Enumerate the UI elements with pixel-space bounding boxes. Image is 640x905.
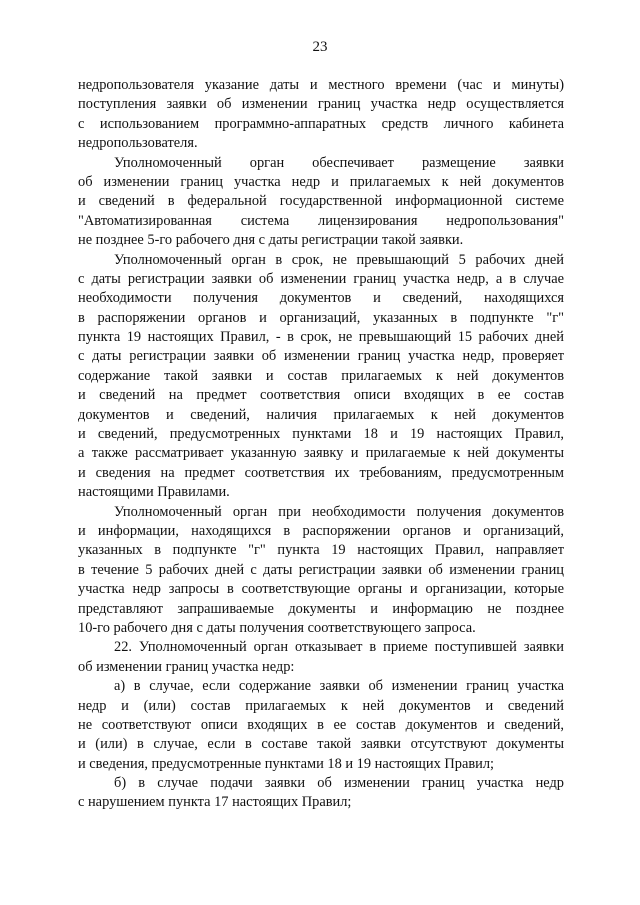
text-line: недр и (или) состав прилагаемых к ней документов и сведений bbox=[78, 697, 564, 714]
page-number: 23 bbox=[312, 39, 328, 55]
text-line: и сведений на предмет соответствия описи входящих в ее состав bbox=[78, 387, 564, 404]
text-line: 22. Уполномоченный орган отказывает в приеме поступившей заявки bbox=[114, 639, 564, 656]
text-line: пункта 19 настоящих Правил, - в срок, не превышающий 15 рабочих дней bbox=[78, 329, 564, 346]
text-line: недропользователя. bbox=[78, 135, 198, 152]
text-line: Уполномоченный орган обеспечивает размещение заявки bbox=[114, 154, 564, 171]
text-line: в течение 5 рабочих дней с даты регистрации заявки об изменении границ bbox=[78, 561, 564, 578]
text-line: настоящими Правилами. bbox=[78, 484, 230, 501]
text-line: Уполномоченный орган при необходимости получения документов bbox=[114, 503, 564, 520]
text-line: в распоряжении органов и организаций, указанных в подпункте "г" bbox=[78, 309, 564, 326]
text-line: содержание такой заявки и состав прилагаемых к ней документов bbox=[78, 367, 564, 384]
document-body bbox=[78, 76, 564, 813]
text-line: а) в случае, если содержание заявки об изменении границ участка bbox=[114, 678, 564, 695]
text-line: не соответствуют описи входящих в ее состав документов и сведений, bbox=[78, 716, 564, 733]
paragraph bbox=[78, 774, 564, 813]
paragraph bbox=[78, 251, 564, 503]
text-line: и сведения, предусмотренные пунктами 18 и 19 настоящих Правил; bbox=[78, 755, 495, 772]
text-line: представляют запрашиваемые документы и информацию не позднее bbox=[78, 600, 564, 617]
text-line: необходимости получения документов и сведений, находящихся bbox=[78, 290, 564, 307]
text-line: участка недр запросы в соответствующие органы и организации, которые bbox=[78, 581, 564, 598]
paragraph bbox=[78, 638, 564, 677]
text-line: об изменении границ участка недр и прилагаемых к ней документов bbox=[78, 173, 564, 190]
text-line: б) в случае подачи заявки об изменении границ участка недр bbox=[114, 775, 564, 792]
paragraph bbox=[78, 503, 564, 639]
text-line: и сведений, предусмотренных пунктами 18 и 19 настоящих Правил, bbox=[78, 426, 564, 443]
text-line: документов и сведений, наличия прилагаемых к ней документов bbox=[78, 406, 564, 423]
text-line: 10-го рабочего дня с даты получения соответствующего запроса. bbox=[78, 619, 476, 636]
text-line: указанных в подпункте "г" пункта 19 настоящих Правил, направляет bbox=[78, 542, 564, 559]
text-line: "Автоматизированная система лицензирования недропользования" bbox=[78, 212, 564, 229]
text-line: с использованием программно-аппаратных средств личного кабинета bbox=[78, 115, 564, 132]
paragraph bbox=[78, 76, 564, 154]
text-line: об изменении границ участка недр: bbox=[78, 658, 295, 675]
text-line: не позднее 5-го рабочего дня с даты регистрации такой заявки. bbox=[78, 232, 464, 249]
text-line: и (или) в случае, если в составе такой заявки отсутствуют документы bbox=[78, 736, 564, 753]
paragraph bbox=[78, 154, 564, 251]
text-line: и сведений в федеральной государственной информационной системе bbox=[78, 193, 564, 210]
text-line: с даты регистрации заявки об изменении границ участка недр, проверяет bbox=[78, 348, 564, 365]
text-line: а также рассматривает указанную заявку и прилагаемые к ней документы bbox=[78, 445, 564, 462]
text-line: поступления заявки об изменении границ участка недр осуществляется bbox=[78, 96, 564, 113]
text-line: и сведения на предмет соответствия их требованиям, предусмотренным bbox=[78, 464, 564, 481]
text-line: Уполномоченный орган в срок, не превышающий 5 рабочих дней bbox=[114, 251, 564, 268]
text-line: с нарушением пункта 17 настоящих Правил; bbox=[78, 794, 352, 811]
paragraph bbox=[78, 677, 564, 774]
text-line: с даты регистрации заявки об изменении границ участка недр, а в случае bbox=[78, 270, 564, 287]
text-line: и информации, находящихся в распоряжении органов и организаций, bbox=[78, 522, 564, 539]
text-line: недропользователя указание даты и местного времени (час и минуты) bbox=[78, 77, 564, 93]
